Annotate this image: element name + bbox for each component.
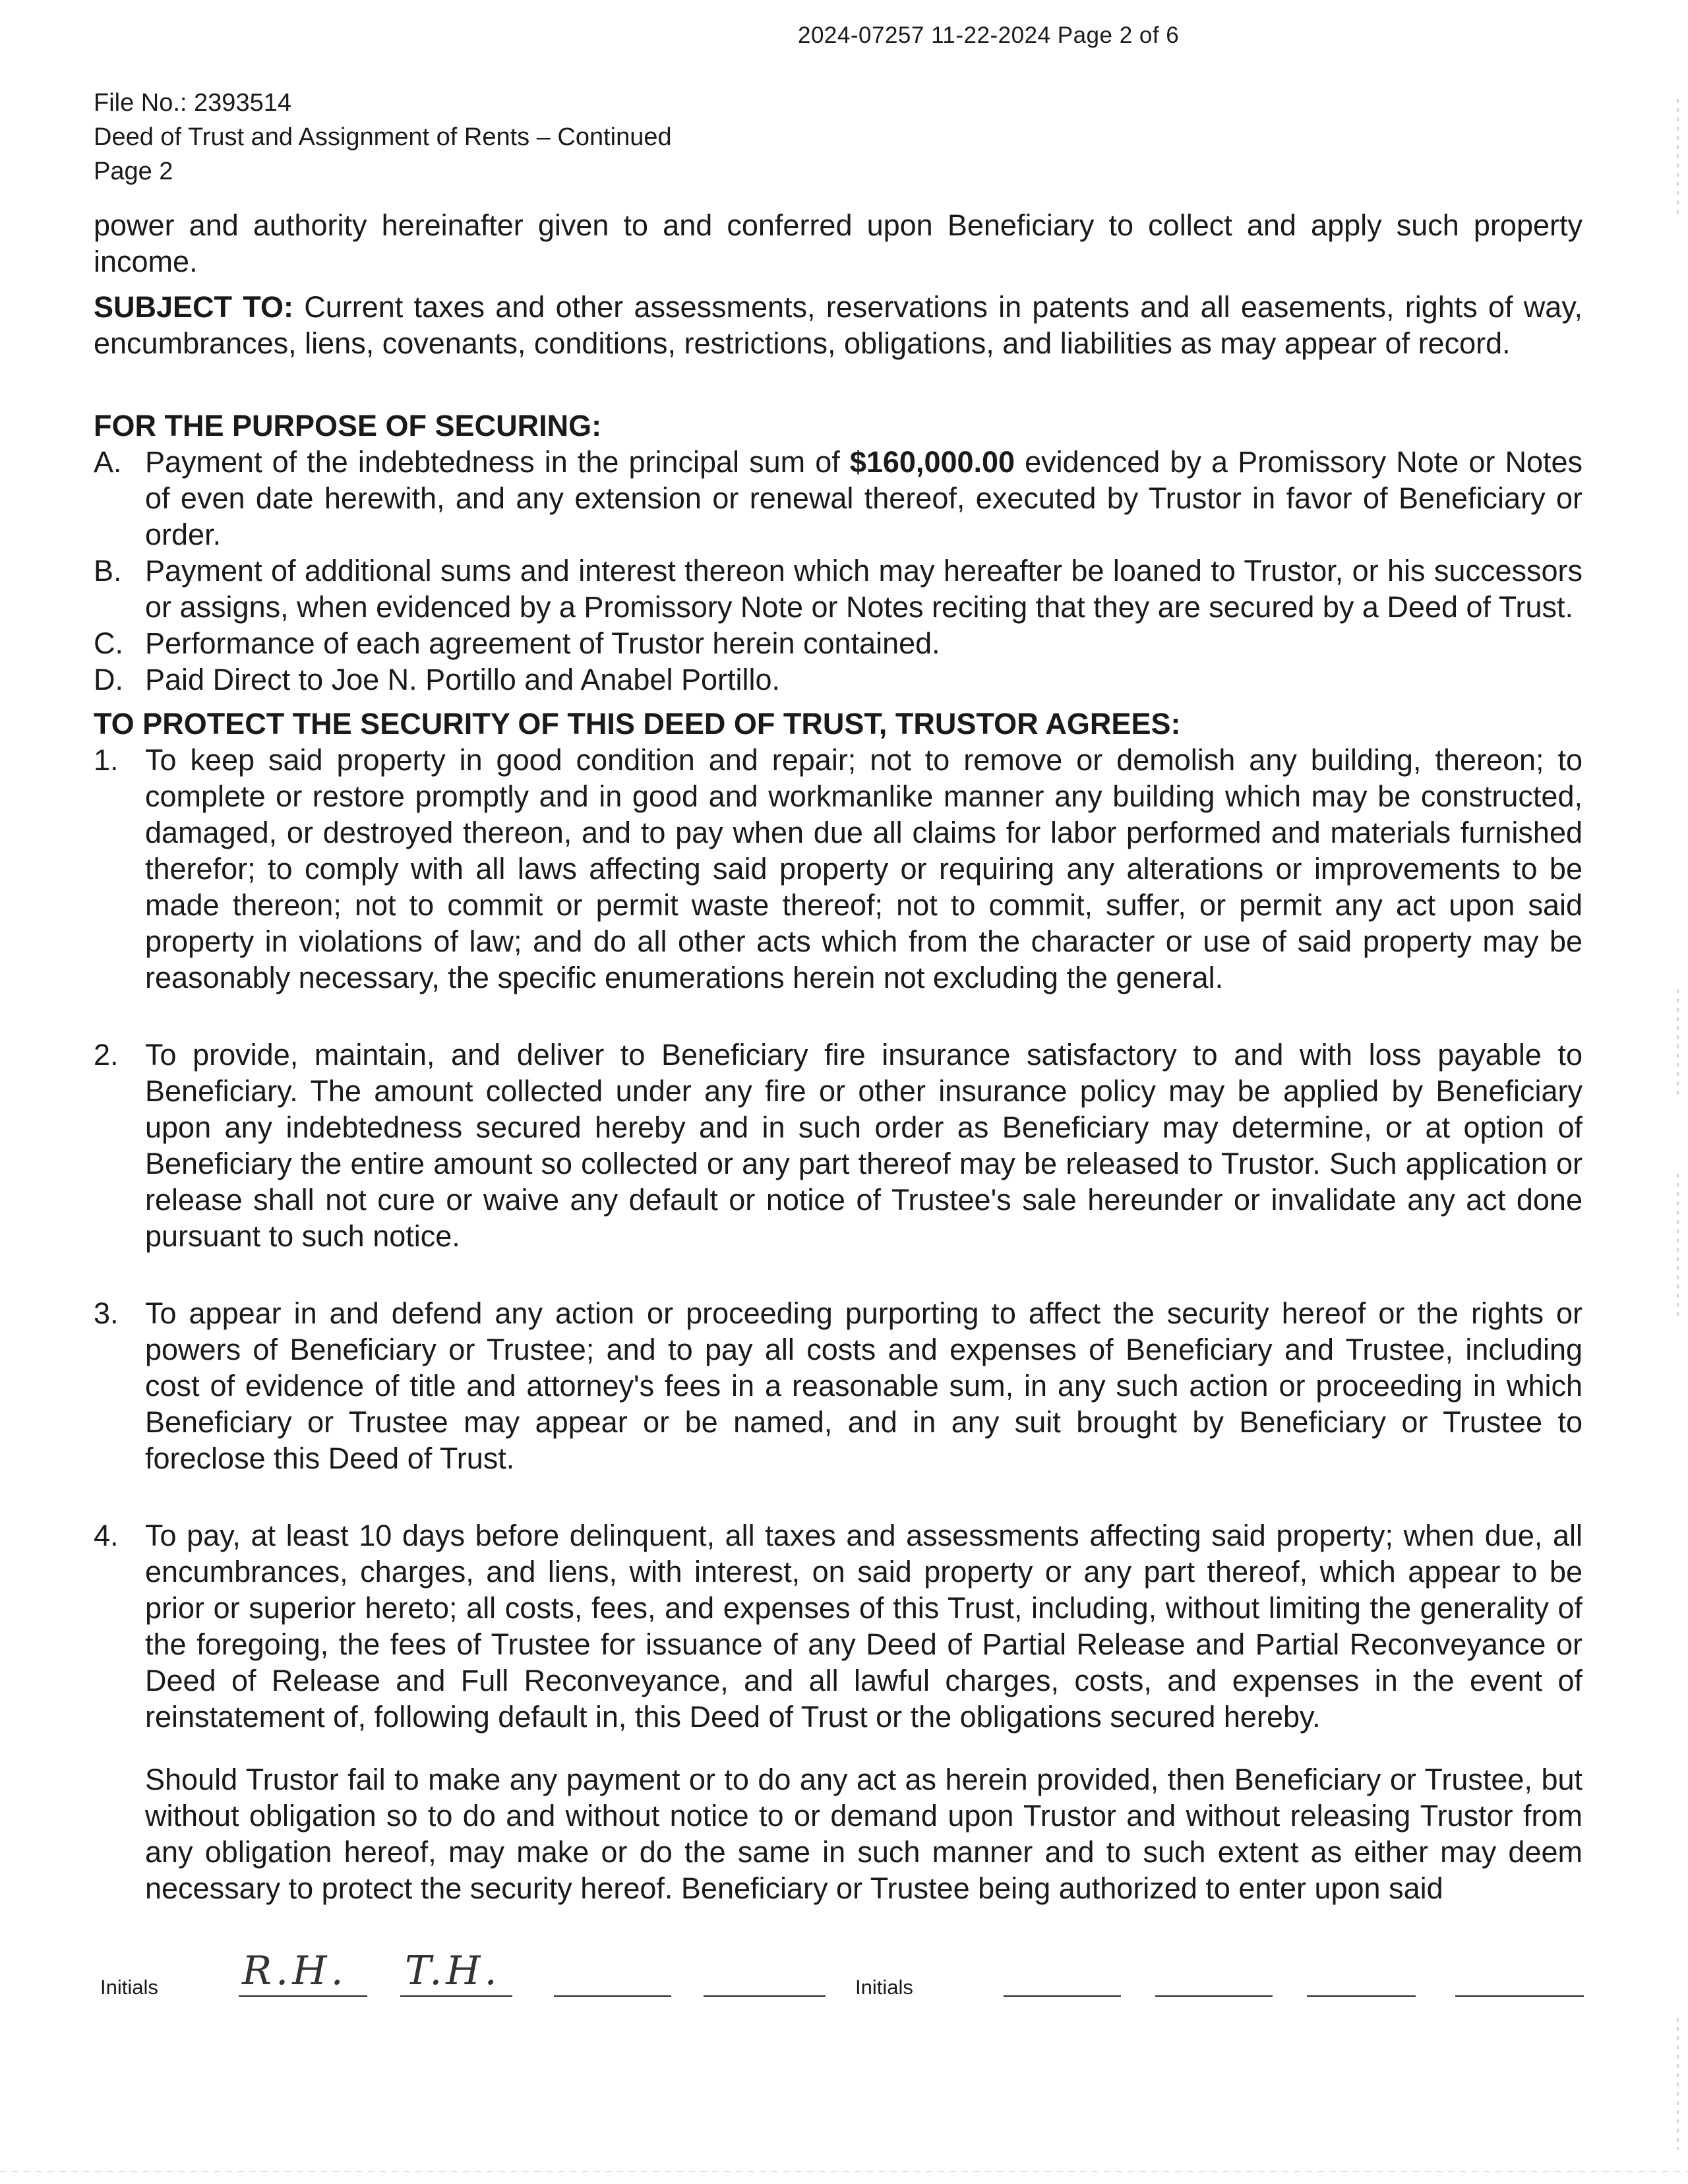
- list-item: [94, 661, 1582, 698]
- document-body: [94, 207, 1582, 1906]
- list-item: [94, 444, 1582, 553]
- handwritten-initials-1: R.H.: [242, 1948, 347, 1994]
- initials-line-1: [239, 1995, 367, 1997]
- list-marker: A.: [94, 445, 122, 479]
- initials-line-7: [1307, 1995, 1416, 1997]
- file-header: [94, 86, 672, 189]
- agreement-2: To provide, maintain, and deliver to Beneficiary fire insurance satisfactory to and with loss payable to Beneficiary. The amount collected under any fire or other insurance policy may be applied by Beneficiary upon any indebtedness secured hereby and in such order as Beneficiary may determine, or at option of Beneficiary the entire amount so collected or any part thereof may be released to Trustor. Such application or release shall not cure or waive any default or notice of Trustee's sale hereunder or invalidate any act done pursuant to such notice.: [145, 1038, 1582, 1253]
- document-title: Deed of Trust and Assignment of Rents – Continued: [94, 123, 672, 151]
- scan-edge-mark: [1677, 1174, 1679, 1319]
- list-item: [94, 1517, 1582, 1735]
- initials-row: [100, 1945, 1584, 2005]
- initials-label-right: Initials: [855, 1976, 913, 1999]
- initials-line-5: [1004, 1995, 1121, 1997]
- purpose-item-a: [145, 444, 1582, 553]
- list-marker: C.: [94, 626, 123, 660]
- intro-paragraph: power and authority hereinafter given to and conferred upon Beneficiary to collect and apply such property income.: [94, 208, 1582, 278]
- agreement-1: To keep said property in good condition and repair; not to remove or demolish any building, thereon; to complete or restore promptly and in good and workmanlike manner any building which may be constructed, damaged, or destroyed thereon, and to pay when due all claims for labor performed and materials furnished therefor; to comply with all laws affecting said property or requiring any alterations or improvements to be made thereon; not to commit or permit waste thereof; not to commit, suffer, or permit any act upon said property in violations of law; and do all other acts which from the character or use of said property may be reasonably necessary, the specific enumerations herein not excluding the general.: [145, 743, 1582, 994]
- protect-heading: TO PROTECT THE SECURITY OF THIS DEED OF TRUST, TRUSTOR AGREES:: [94, 707, 1181, 741]
- purpose-item-c: Performance of each agreement of Trustor herein contained.: [145, 626, 940, 660]
- list-item: [94, 1037, 1582, 1254]
- agreement-4-continuation: Should Trustor fail to make any payment or to do any act as herein provided, then Beneficiary or Trustee, but without obligation so to do and without notice to or demand upon Trustor and without releasing Trustor from any obligation hereof, may make or do the same in such manner and to such extent as either may deem necessary to protect the security hereof. Beneficiary or Trustee being authorized to enter upon said: [145, 1763, 1582, 1905]
- scan-bottom-edge: [0, 2171, 1688, 2172]
- list-item: [94, 1295, 1582, 1476]
- handwritten-initials-2: T.H.: [405, 1948, 501, 1994]
- scan-edge-mark: [1677, 99, 1679, 218]
- list-marker: D.: [94, 663, 123, 696]
- agreement-4: To pay, at least 10 days before delinquent, all taxes and assessments affecting said property; when due, all encumbrances, charges, and liens, with interest, on said property or any part thereof, which appear to be prior or superior hereto; all costs, fees, and expenses of this Trust, including, without limiting the generality of the foregoing, the fees of Trustee for issuance of any Deed of Partial Release and Partial Reconveyance or Deed of Release and Full Reconveyance, and all lawful charges, costs, and expenses in the event of reinstatement of, following default in, this Deed of Trust or the obligations secured hereby.: [145, 1519, 1582, 1734]
- scan-edge-mark: [1677, 989, 1679, 1095]
- list-marker: 2.: [94, 1038, 119, 1072]
- list-marker: B.: [94, 554, 122, 588]
- principal-amount: $160,000.00: [849, 445, 1015, 479]
- initials-line-2: [400, 1995, 512, 1997]
- list-marker: 3.: [94, 1296, 119, 1330]
- initials-line-3: [554, 1995, 671, 1997]
- subject-to-paragraph: [94, 289, 1582, 361]
- subject-to-text: Current taxes and other assessments, reservations in patents and all easements, rights of way, encumbrances, liens, covenants, conditions, restrictions, obligations, and liabilities as may appear of record.: [94, 290, 1582, 360]
- agreement-3: To appear in and defend any action or proceeding purporting to affect the security hereof or the rights or powers of Beneficiary or Trustee; and to pay all costs and expenses of Beneficiary and Trustee, including cost of evidence of title and attorney's fees in a reasonable sum, in any such action or proceeding in which Beneficiary or Trustee may appear or be named, and in any suit brought by Beneficiary or Trustee to foreclose this Deed of Trust.: [145, 1296, 1582, 1475]
- purpose-item-a-text: Payment of the indebtedness in the principal sum of: [145, 445, 850, 479]
- purpose-item-b: Payment of additional sums and interest thereon which may hereafter be loaned to Trustor, or his successors or assigns, when evidenced by a Promissory Note or Notes reciting that they are secured by a Deed of Trust.: [145, 554, 1582, 624]
- initials-label-left: Initials: [100, 1976, 158, 1999]
- list-marker: 4.: [94, 1519, 119, 1552]
- page-label: Page 2: [94, 158, 173, 185]
- recording-stamp: 2024-07257 11-22-2024 Page 2 of 6: [798, 22, 1180, 48]
- initials-line-4: [704, 1995, 826, 1997]
- subject-to-label: SUBJECT TO:: [94, 290, 293, 324]
- list-item: [94, 553, 1582, 625]
- scan-edge-mark: [1677, 2018, 1679, 2150]
- file-number: File No.: 2393514: [94, 89, 291, 117]
- initials-line-8: [1455, 1995, 1584, 1997]
- purpose-heading: FOR THE PURPOSE OF SECURING:: [94, 409, 602, 442]
- agreements-list: [94, 742, 1582, 1735]
- purpose-item-a-text-cont: evidenced by a Promissory Note or Notes of even date herewith, and any extension or renewal thereof, executed by Trustor in favor of Beneficiary or order.: [145, 445, 1582, 551]
- initials-line-6: [1155, 1995, 1273, 1997]
- purpose-list: [94, 444, 1582, 698]
- list-item: [94, 742, 1582, 996]
- purpose-item-d: Paid Direct to Joe N. Portillo and Anabel Portillo.: [145, 663, 780, 696]
- list-marker: 1.: [94, 743, 119, 777]
- list-item: [94, 625, 1582, 661]
